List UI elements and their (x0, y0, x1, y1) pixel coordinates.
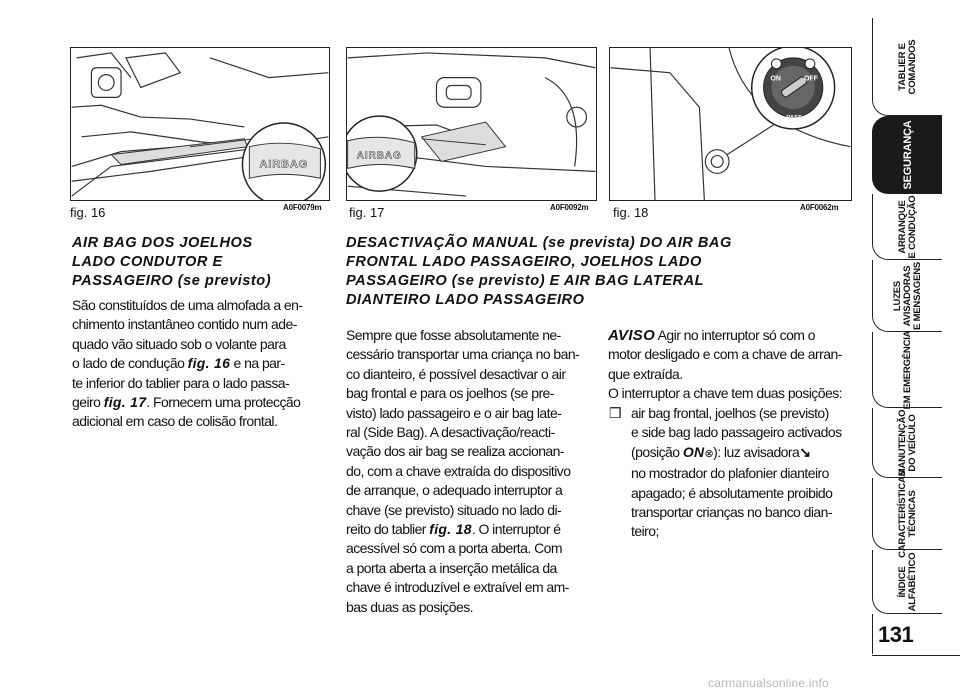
tab-label: EM EMERGÊNCIA (901, 330, 913, 409)
bullet-item: air bag frontal, joelhos (se previsto) e side bag lado passageiro activados (posição ON⊗): luz avisadora↘ no mostrador do plafonier dianteiro apagado; é absolutamente proibido transportar crianças no banco dian- teiro; (631, 405, 842, 540)
page-number-rule (872, 655, 960, 656)
figure-caption: fig. 18 (613, 205, 649, 220)
tab-luzes-avisadoras[interactable] (872, 260, 942, 332)
tab-tablier-comandos[interactable] (872, 18, 942, 116)
tab-label: TABLIER E COMANDOS (896, 39, 918, 94)
figure-16 (70, 47, 330, 201)
tab-arranque-conducao[interactable] (872, 194, 942, 260)
aviso-label: AVISO (608, 327, 656, 344)
figure-code: A0F0092m (550, 203, 589, 212)
switch-off-label: OFF (804, 75, 818, 83)
tab-label: MANUTENÇÃO DO VEÍCULO (896, 409, 918, 476)
tab-em-emergencia[interactable] (872, 332, 942, 408)
airbag-label-16: AIRBAG (259, 158, 309, 171)
switch-on-label: ON (770, 75, 781, 83)
section2-paragraph: Sempre que fosse absolutamente ne- cessário transportar uma criança no ban- co dianteiro, é possível desactivar o air bag frontal e para os joelhos (se pre- visto) lado passageiro e o air bag late- ral (Side Bag). A desactivação/reacti- vação dos air bag se realiza accionan- do, com a chave extraída do dispositivo de arranque, o adequado interruptor a chave (se previsto) situado no lado di- reito do tablier fig. 18. O interruptor é acessível só com a porta aberta. Com a porta aberta a inserção metálica da chave é introduzível e extraível em am- bas duas as posições. (346, 327, 580, 615)
airbag-label-17: AIRBAG (356, 150, 402, 162)
checkbox-bullet-icon: ❒ (609, 405, 622, 421)
figure-code: A0F0079m (283, 203, 322, 212)
tab-seguranca[interactable] (872, 116, 942, 194)
tab-caracteristicas-tecnicas[interactable] (872, 469, 942, 558)
watermark: carmanualsonline.info (708, 676, 829, 690)
figure-17 (346, 47, 597, 201)
page-number: 131 (878, 622, 914, 647)
section3-paragraph: AVISO Agir no interruptor só com o motor desligado e com a chave de arran- que extraída. O interruptor a chave tem duas posições: (608, 327, 843, 402)
figure-18 (609, 47, 852, 201)
section1-paragraph: São constituídos de uma almofada a en- chimento instantâneo contido num ade- quado vão situado sob o volante para o lado de condução fig. 16 e na par- te inferior do tablier para o lado passa- geiro fig. 17. Fornecem uma protecção adicional em caso de colisão frontal. (72, 297, 303, 430)
tab-manutencao-veiculo[interactable] (872, 408, 942, 478)
tab-label: ÍNDICE ALFABÉTICO (896, 552, 918, 611)
tab-indice-alfabetico[interactable] (872, 550, 942, 614)
section-heading-manual-deactivation: DESACTIVAÇÃO MANUAL (se prevista) DO AIR BAG FRONTAL LADO PASSAGEIRO, JOELHOS LADO PASSAGEIRO (se previsto) E AIR BAG LATERAL DIANTEIRO LADO PASSAGEIRO (346, 235, 732, 308)
section-heading-knee-airbag: AIR BAG DOS JOELHOS LADO CONDUTOR E PASSAGEIRO (se previsto) (72, 235, 272, 289)
seat-warning-icon: ↘ (799, 443, 811, 460)
passenger-airbag-switch-illustration (610, 48, 851, 200)
knee-airbag-passenger-illustration (347, 48, 596, 200)
figure-code: A0F0062m (800, 203, 839, 212)
tab-label: SEGURANÇA (901, 119, 914, 190)
knee-airbag-driver-illustration (71, 48, 329, 200)
tab-label: LUZES AVISADORAS E MENSAGENS (891, 261, 923, 330)
airbag-off-icon: ⊗ (704, 447, 714, 460)
switch-airbag-label: AIRBAG (780, 121, 804, 128)
switch-pass-label: PASS. (786, 115, 804, 122)
tab-rail (872, 614, 873, 654)
tab-label: CARACTERÍSTICAS TÉCNICAS (896, 469, 918, 558)
tab-label: ARRANQUE E CONDUÇÃO (896, 195, 918, 258)
figure-caption: fig. 17 (349, 205, 385, 220)
figure-caption: fig. 16 (70, 205, 106, 220)
